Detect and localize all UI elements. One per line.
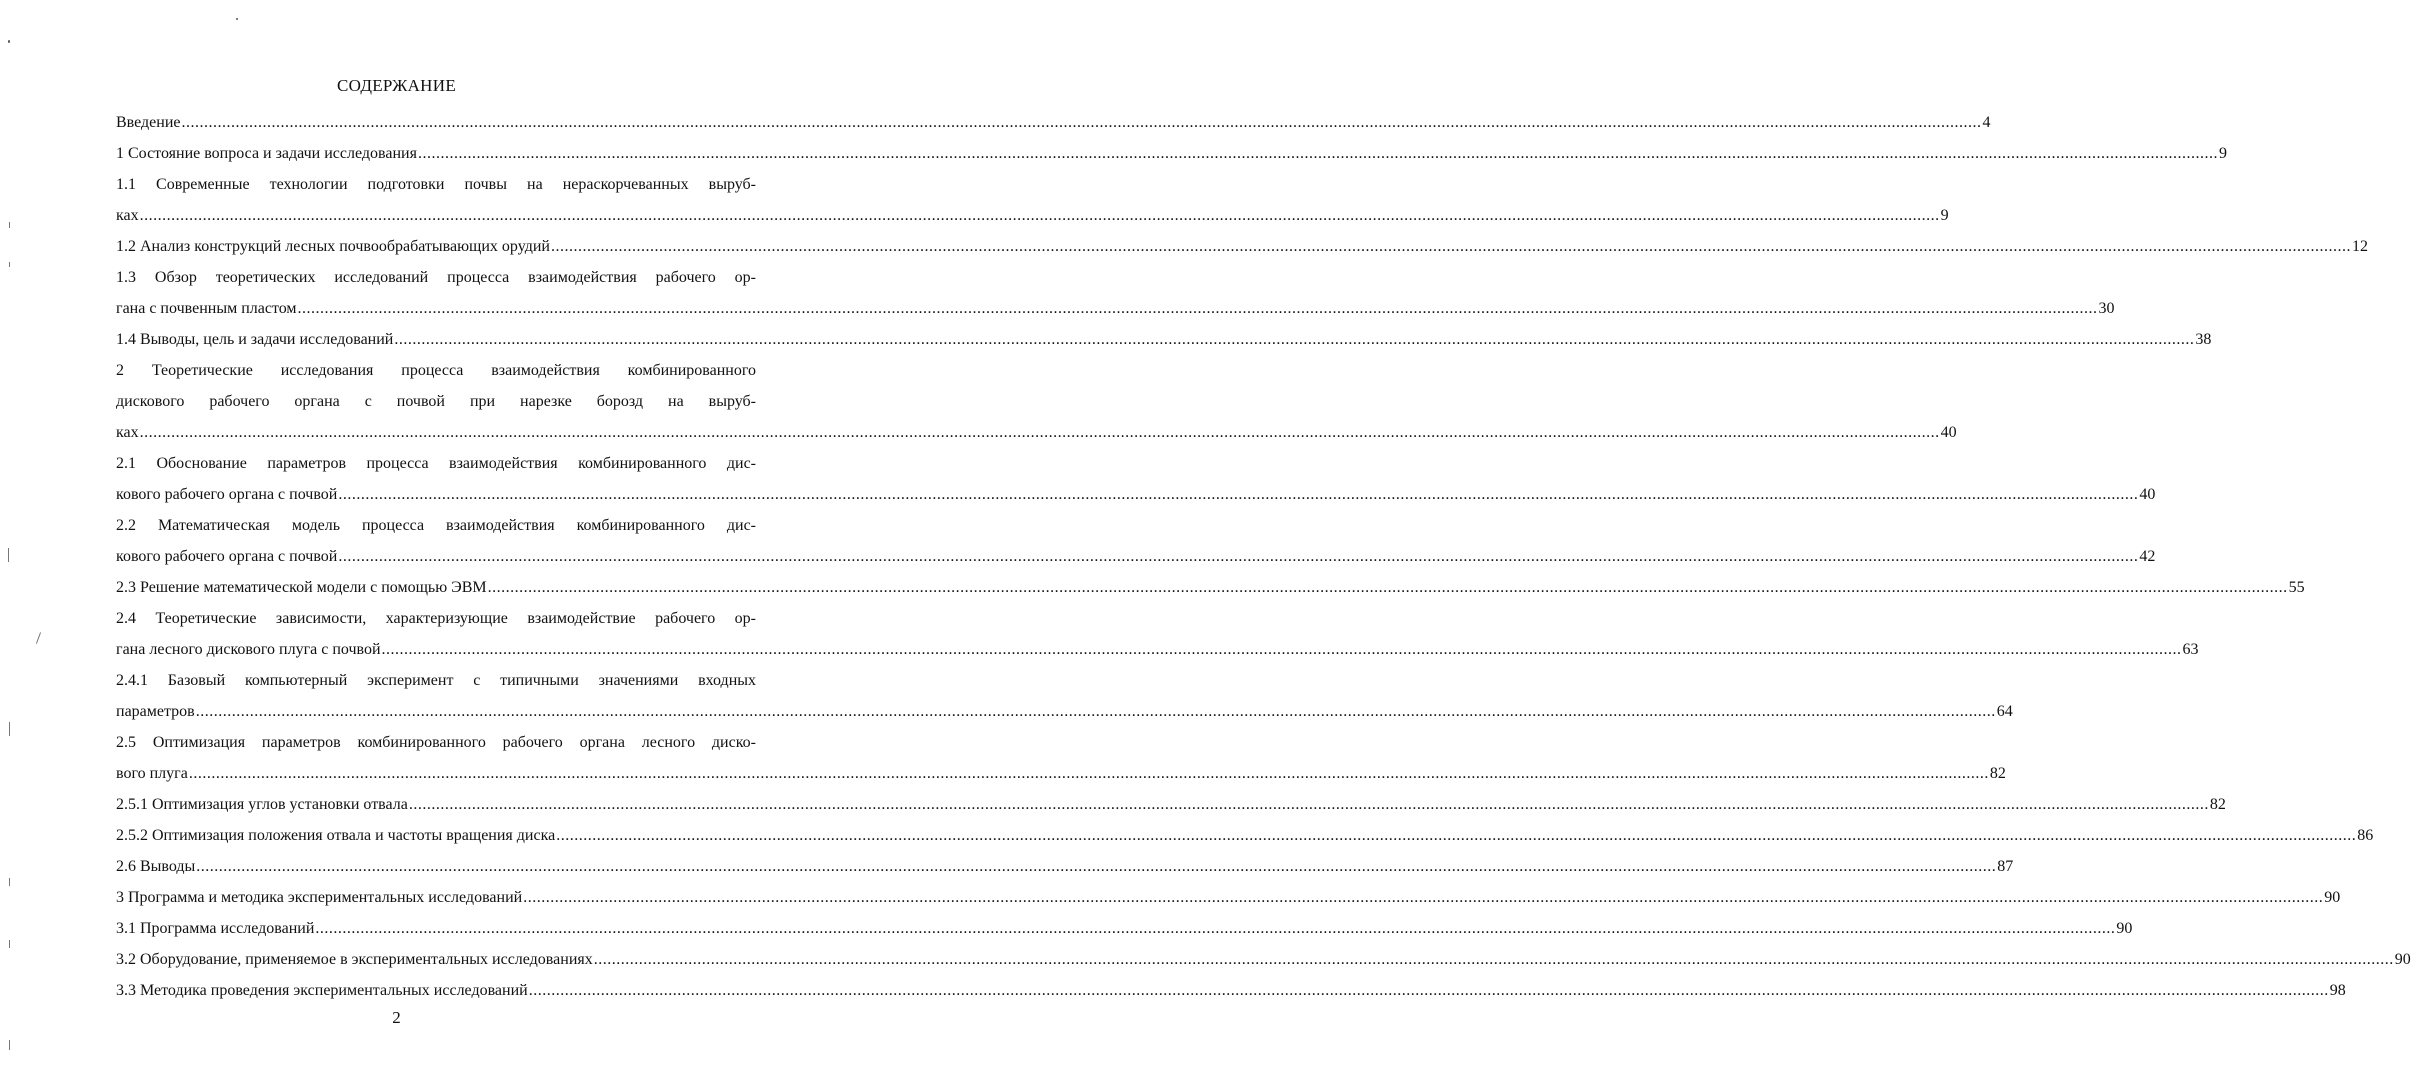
toc-entry [116, 138, 2227, 169]
scan-speck [8, 40, 10, 43]
dot-leader: ................................................................................................................................................................................................................................................................................................................................................................................................................ [408, 796, 2209, 813]
toc-entry-text: 2 Теоретические исследования процесса взаимодействия комбинированного [116, 362, 756, 379]
dot-leader: ................................................................................................................................................................................................................................................................................................................................................................................................................ [523, 889, 2324, 906]
toc-entry-text: 2.6 Выводы [116, 858, 196, 875]
scan-speck [236, 18, 238, 20]
dot-leader: ................................................................................................................................................................................................................................................................................................................................................................................................................ [297, 300, 2098, 317]
dot-leader: ................................................................................................................................................................................................................................................................................................................................................................................................................ [381, 641, 2182, 658]
toc-entry-text: 3.3 Методика проведения экспериментальных исследований [116, 982, 528, 999]
toc-page-number: 87 [1997, 858, 2014, 875]
toc-page-number: 38 [2195, 331, 2212, 348]
toc-entry-text: параметров [116, 703, 195, 720]
toc-entry-text: 2.2 Математическая модель процесса взаимодействия комбинированного дис- [116, 517, 756, 534]
toc-page-number: 90 [2116, 920, 2133, 937]
scan-mark [9, 262, 10, 267]
dot-leader: ................................................................................................................................................................................................................................................................................................................................................................................................................ [181, 114, 1982, 131]
toc-page-number: 82 [1989, 765, 2006, 782]
toc-page-number: 86 [2357, 827, 2374, 844]
toc-page-number: 42 [2139, 548, 2156, 565]
toc-entry [116, 169, 756, 200]
scan-mark [8, 548, 9, 562]
dot-leader: ................................................................................................................................................................................................................................................................................................................................................................................................................ [139, 424, 1940, 441]
toc-entry-text: кового рабочего органа с почвой [116, 486, 338, 503]
toc-entry [116, 541, 2156, 572]
scan-mark [9, 722, 10, 736]
toc-entry [116, 727, 756, 758]
toc-entry-text: кового рабочего органа с почвой [116, 548, 338, 565]
toc-entry-text: Введение [116, 114, 181, 131]
toc-entry-text: 3.2 Оборудование, применяемое в экспериментальных исследованиях [116, 951, 593, 968]
toc-entry [116, 231, 2368, 262]
toc-page-number: 63 [2182, 641, 2199, 658]
toc-entry [116, 510, 756, 541]
dot-leader: ................................................................................................................................................................................................................................................................................................................................................................................................................ [556, 827, 2357, 844]
toc-entry-text: 2.4 Теоретические зависимости, характеризующие взаимодействие рабочего ор- [116, 610, 756, 627]
toc-page-number: 12 [2351, 238, 2368, 255]
toc-entry-text: 2.3 Решение математической модели с помощью ЭВМ [116, 579, 487, 596]
toc-entry [116, 200, 1949, 231]
dot-leader: ................................................................................................................................................................................................................................................................................................................................................................................................................ [338, 486, 2139, 503]
toc-entry [116, 479, 2156, 510]
scan-mark [36, 632, 41, 644]
toc-entry-text: 1.4 Выводы, цель и задачи исследований [116, 331, 394, 348]
dot-leader: ................................................................................................................................................................................................................................................................................................................................................................................................................ [528, 982, 2329, 999]
dot-leader: ................................................................................................................................................................................................................................................................................................................................................................................................................ [315, 920, 2116, 937]
dot-leader: ................................................................................................................................................................................................................................................................................................................................................................................................................ [195, 703, 1996, 720]
toc-entry [116, 913, 2133, 944]
toc-entry-text: 1.1 Современные технологии подготовки почвы на нераскорчеванных выруб- [116, 176, 756, 193]
table-of-contents [116, 107, 2411, 1006]
dot-leader: ................................................................................................................................................................................................................................................................................................................................................................................................................ [188, 765, 1989, 782]
toc-page-number: 90 [2324, 889, 2341, 906]
toc-entry [116, 820, 2374, 851]
toc-entry-text: 1 Состояние вопроса и задачи исследования [116, 145, 417, 162]
scan-mark [9, 940, 10, 948]
toc-entry [116, 665, 756, 696]
dot-leader: ................................................................................................................................................................................................................................................................................................................................................................................................................ [593, 951, 2394, 968]
dot-leader: ................................................................................................................................................................................................................................................................................................................................................................................................................ [338, 548, 2139, 565]
page-number: 2 [392, 1008, 401, 1027]
toc-page-number: 9 [2218, 145, 2227, 162]
scan-mark [9, 878, 10, 886]
toc-entry-text: 2.5 Оптимизация параметров комбинированного рабочего органа лесного диско- [116, 734, 756, 751]
toc-entry [116, 448, 756, 479]
toc-entry-text: 2.5.2 Оптимизация положения отвала и частоты вращения диска [116, 827, 556, 844]
toc-entry [116, 851, 2014, 882]
toc-page-number: 9 [1940, 207, 1949, 224]
toc-entry-text: 2.4.1 Базовый компьютерный эксперимент с типичными значениями входных [116, 672, 756, 689]
toc-entry-text: гана лесного дискового плуга с почвой [116, 641, 381, 658]
toc-entry [116, 386, 756, 417]
toc-page-number: 55 [2288, 579, 2305, 596]
toc-page-number: 40 [1940, 424, 1957, 441]
toc-entry [116, 572, 2305, 603]
toc-entry-text: гана с почвенным пластом [116, 300, 297, 317]
toc-entry-text: вого плуга [116, 765, 188, 782]
toc-entry [116, 355, 756, 386]
toc-entry-text: дискового рабочего органа с почвой при нарезке борозд на выруб- [116, 393, 756, 410]
toc-entry [116, 634, 2199, 665]
toc-entry [116, 293, 2115, 324]
toc-entry [116, 882, 2341, 913]
toc-entry-text: 2.5.1 Оптимизация углов установки отвала [116, 796, 408, 813]
toc-page-number: 82 [2209, 796, 2226, 813]
toc-page-number: 98 [2329, 982, 2346, 999]
toc-entry [116, 417, 1957, 448]
dot-leader: ................................................................................................................................................................................................................................................................................................................................................................................................................ [196, 858, 1997, 875]
scan-mark [9, 222, 10, 228]
page-title: СОДЕРЖАНИЕ [336, 76, 457, 95]
toc-entry [116, 324, 2212, 355]
dot-leader: ................................................................................................................................................................................................................................................................................................................................................................................................................ [550, 238, 2351, 255]
dot-leader: ................................................................................................................................................................................................................................................................................................................................................................................................................ [417, 145, 2218, 162]
toc-entry-text: 1.3 Обзор теоретических исследований процесса взаимодействия рабочего ор- [116, 269, 756, 286]
toc-entry-text: 1.2 Анализ конструкций лесных почвообрабатывающих орудий [116, 238, 550, 255]
toc-page-number: 4 [1982, 114, 1991, 131]
toc-entry [116, 603, 756, 634]
toc-entry [116, 107, 1991, 138]
toc-entry-text: ках [116, 207, 139, 224]
toc-entry-text: 2.1 Обоснование параметров процесса взаимодействия комбинированного дис- [116, 455, 756, 472]
toc-page-number: 40 [2139, 486, 2156, 503]
toc-page-number: 64 [1996, 703, 2013, 720]
dot-leader: ................................................................................................................................................................................................................................................................................................................................................................................................................ [394, 331, 2195, 348]
toc-entry [116, 975, 2346, 1006]
scan-mark [9, 1040, 10, 1050]
toc-entry [116, 262, 756, 293]
toc-page-number: 30 [2098, 300, 2115, 317]
toc-entry [116, 944, 2411, 975]
toc-entry-text: 3.1 Программа исследований [116, 920, 315, 937]
dot-leader: ................................................................................................................................................................................................................................................................................................................................................................................................................ [487, 579, 2288, 596]
toc-entry-text: 3 Программа и методика экспериментальных исследований [116, 889, 523, 906]
toc-entry [116, 789, 2226, 820]
toc-entry-text: ках [116, 424, 139, 441]
toc-page-number: 90 [2394, 951, 2411, 968]
toc-entry [116, 696, 2013, 727]
dot-leader: ................................................................................................................................................................................................................................................................................................................................................................................................................ [139, 207, 1940, 224]
toc-entry [116, 758, 2006, 789]
